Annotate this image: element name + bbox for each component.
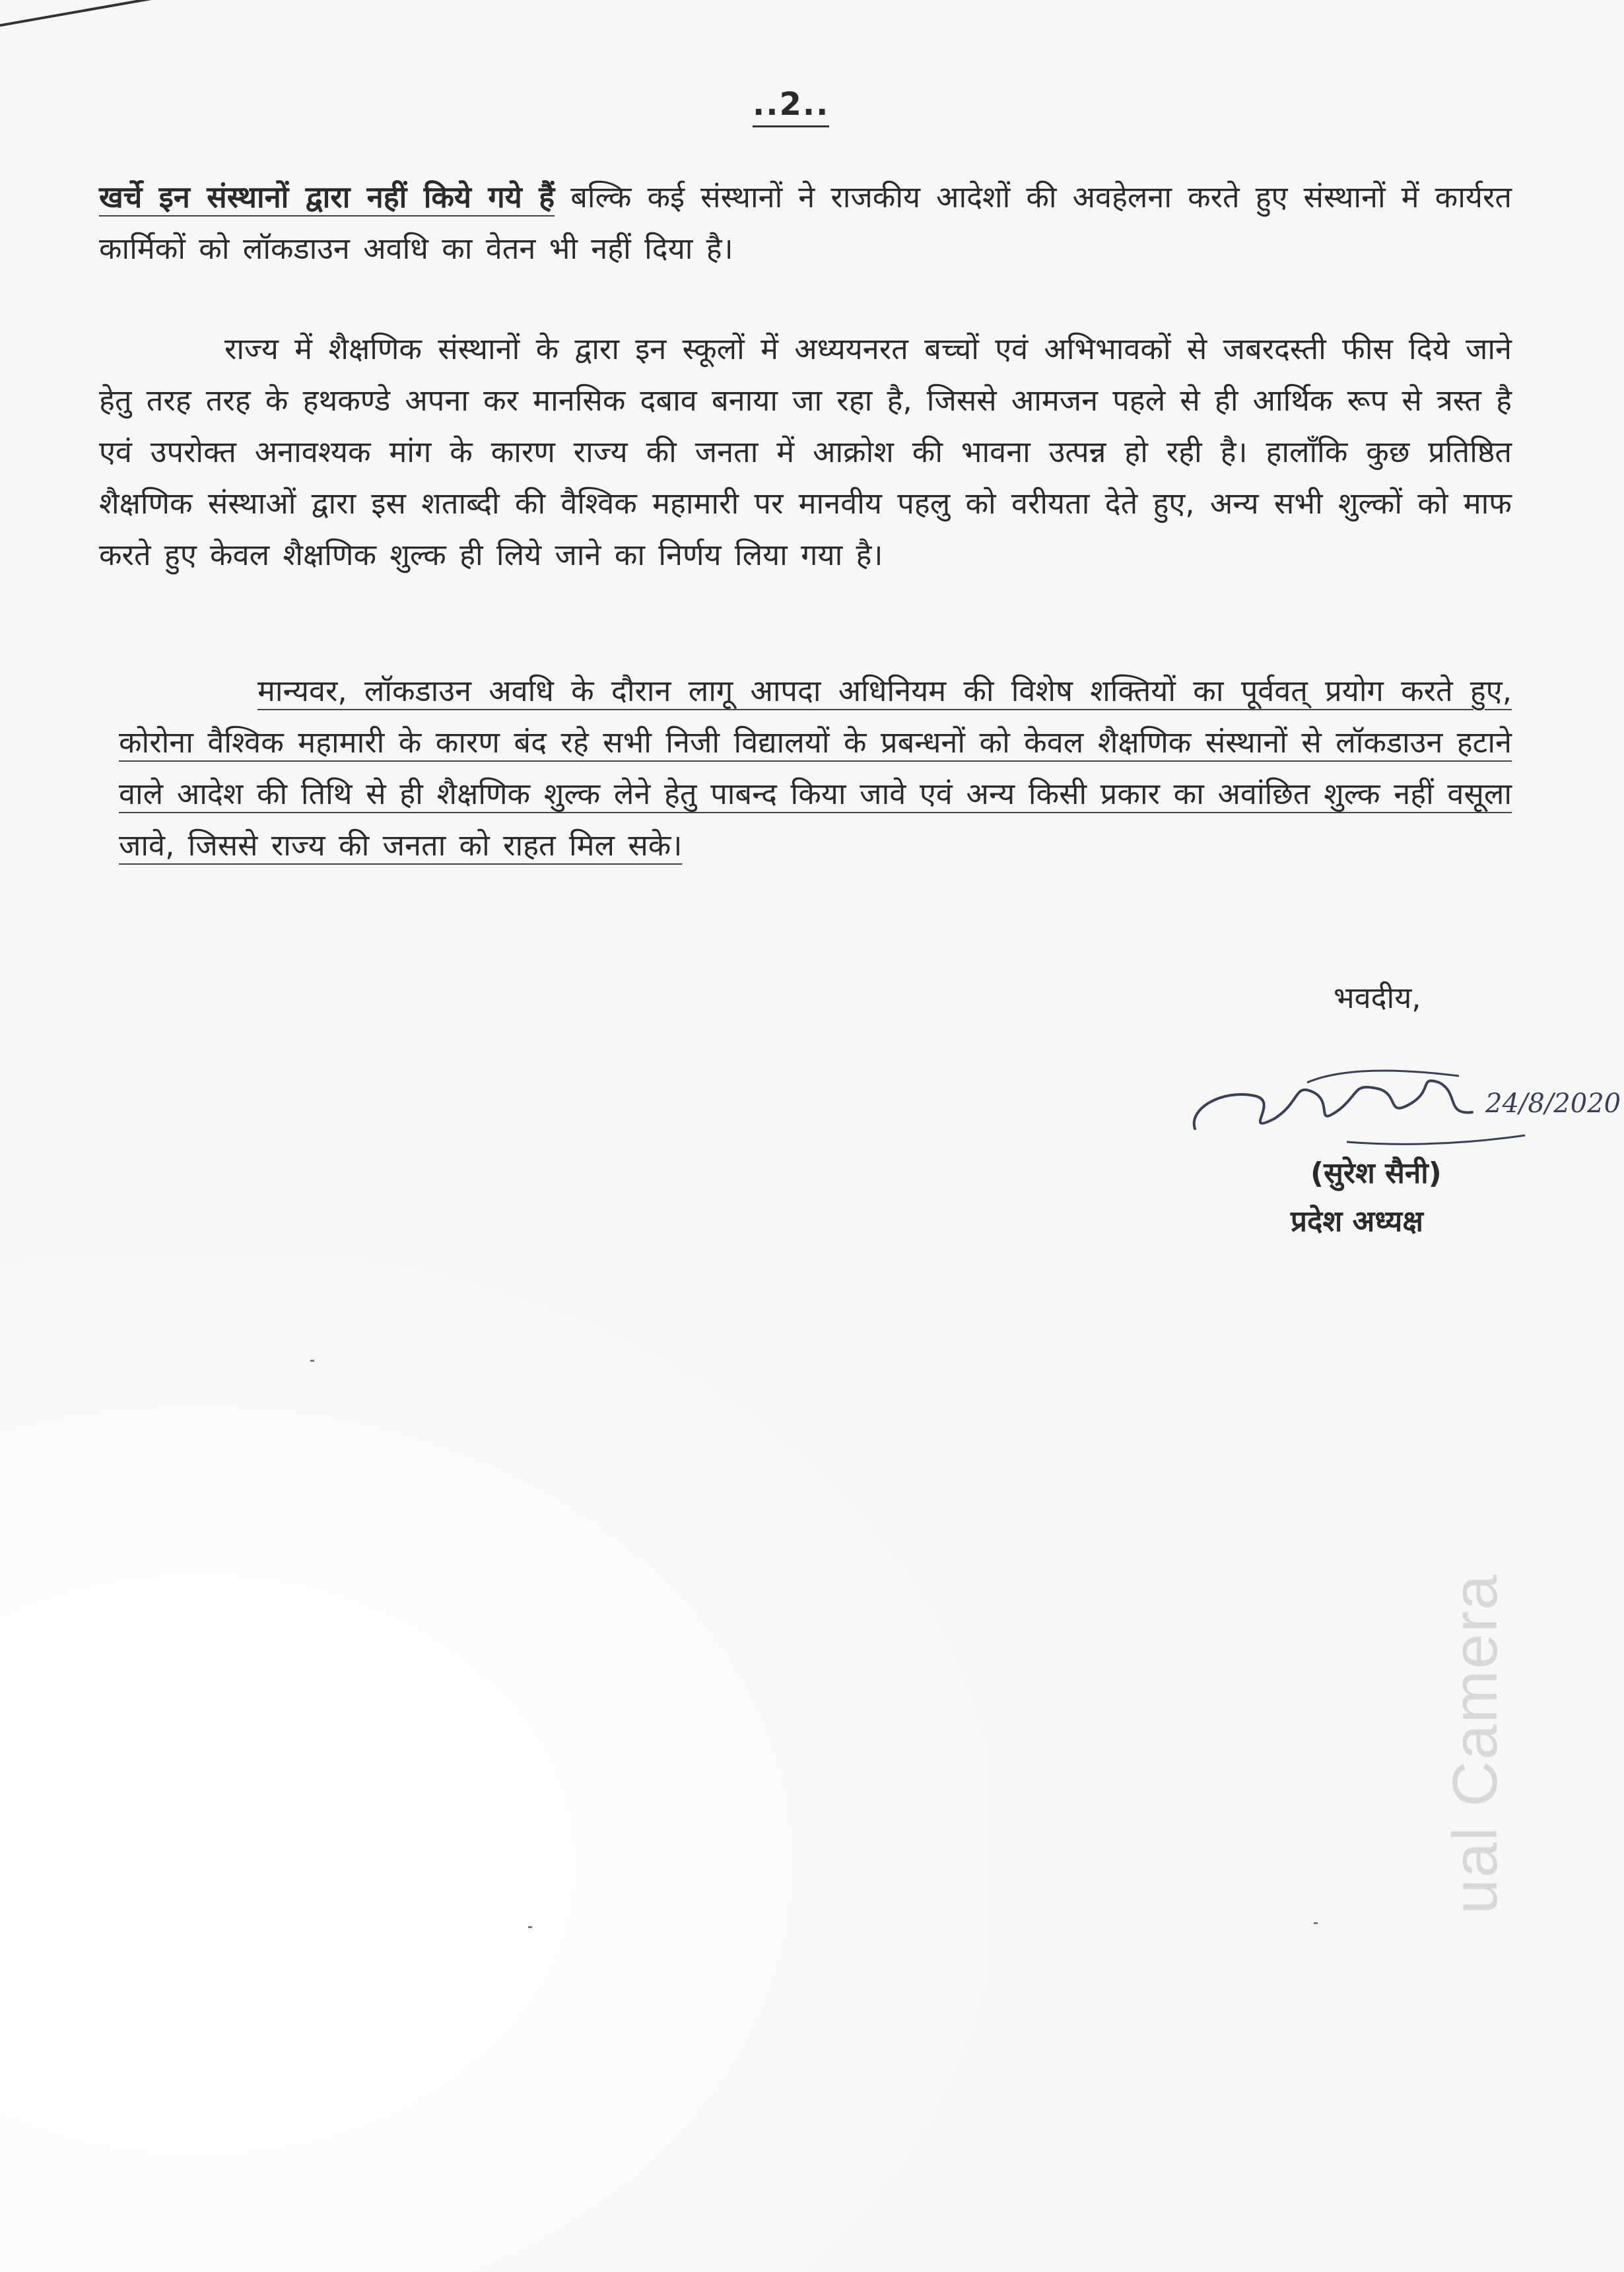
- paragraph-1: [99, 172, 1512, 275]
- speck: [1314, 1922, 1318, 1924]
- signature-date: 24/8/2020: [1485, 1088, 1621, 1119]
- signatory-name: (सुरेश सैनी): [1310, 1156, 1442, 1190]
- camera-watermark: ual Camera: [1440, 1573, 1510, 1914]
- signatory-title: प्रदेश अध्यक्ष: [1291, 1205, 1423, 1238]
- closing-salutation: भवदीय,: [1334, 980, 1421, 1015]
- signature: [1182, 1056, 1624, 1155]
- paragraph-2: राज्य में शैक्षणिक संस्थानों के द्वारा इन स्कूलों में अध्ययनरत बच्चों एवं अभिभावकों से जबरदस्ती फीस दिये जाने हेतु तरह तरह के हथकण्डे अपना कर मानसिक दबाव बनाया जा रहा है, जिससे आमजन पहले से ही आर्थिक रूप से त्रस्त है एवं उपरोक्त अनावश्यक मांग के कारण राज्य की जनता में आक्रोश की भावना उत्पन्न हो रही है। हालाँकि कुछ प्रतिष्ठित शैक्षणिक संस्थाओं द्वारा इस शताब्दी की वैश्विक महामारी पर मानवीय पहलु को वरीयता देते हुए, अन्य सभी शुल्कों को माफ करते हुए केवल शैक्षणिक शुल्क ही लिये जाने का निर्णय लिया गया है।: [99, 331, 1512, 572]
- page-number: ..2..: [753, 86, 829, 127]
- speck: [528, 1926, 532, 1928]
- paragraph-1-bold-lead: खर्चे इन संस्थानों द्वारा नहीं किये गये हैं: [99, 180, 555, 215]
- speck: [310, 1360, 314, 1362]
- paragraph-1-text: बल्कि कई संस्थानों ने राजकीय आदेशों की अवहेलना करते हुए संस्थानों में कार्यरत कार्मिकों को लॉकडाउन अवधि का वेतन भी नहीं दिया है।: [99, 180, 1512, 266]
- corner-mark: [0, 0, 156, 29]
- paper-background: [0, 1254, 990, 2272]
- paragraph-3: मान्यवर, लॉकडाउन अवधि के दौरान लागू आपदा अधिनियम की विशेष शक्तियों का पूर्ववत् प्रयोग करते हुए, कोरोना वैश्विक महामारी के कारण बंद रहे सभी निजी विद्यालयों के प्रबन्धनों को केवल शैक्षणिक संस्थानों से लॉकडाउन हटाने वाले आदेश की तिथि से ही शैक्षणिक शुल्क लेने हेतु पाबन्द किया जावे एवं अन्य किसी प्रकार का अवांछित शुल्क नहीं वसूला जावे, जिससे राज्य की जनता को राहत मिल सके।: [119, 673, 1512, 863]
